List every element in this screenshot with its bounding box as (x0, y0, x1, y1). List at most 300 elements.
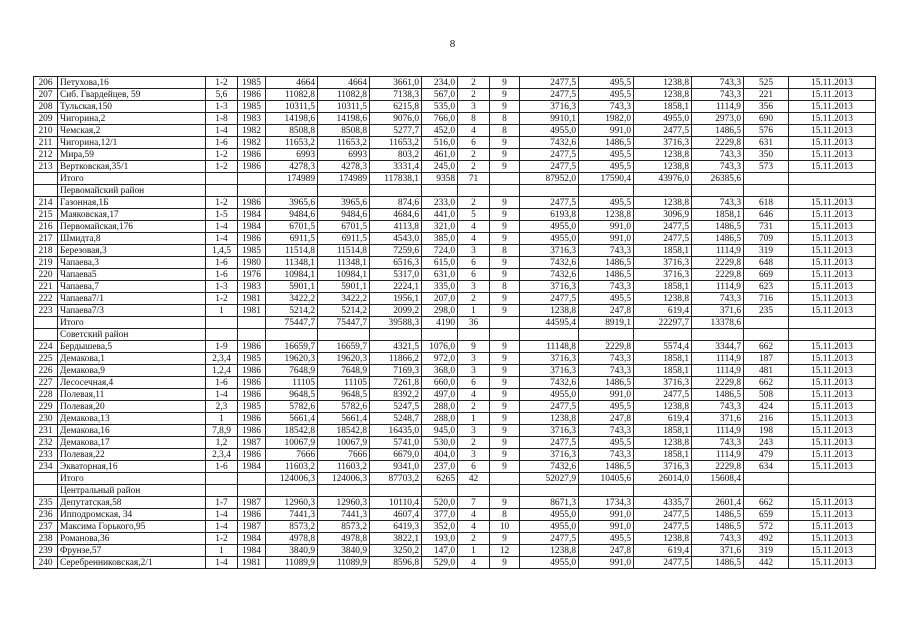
living-area-cell: 5247,5 (370, 401, 422, 413)
total-area-cell: 10311,5 (266, 101, 318, 113)
address-cell: Чапаева7/3 (58, 305, 206, 317)
date-cell: 15.11.2013 (789, 197, 876, 209)
date-cell: 15.11.2013 (789, 245, 876, 257)
total-area-cell: 7648,9 (266, 365, 318, 377)
floors-cell: 9 (490, 389, 520, 401)
year-cell: 1986 (238, 161, 266, 173)
row-number-cell: 232 (34, 437, 58, 449)
floors-cell: 8 (490, 113, 520, 125)
empty-cell (422, 329, 458, 341)
roof-area-cell: 9358 (422, 173, 458, 185)
area-2-cell: 174989 (318, 173, 370, 185)
table-row (34, 377, 876, 389)
table-row (34, 161, 876, 173)
row-number-cell (34, 173, 58, 185)
roof-area-cell: 233,0 (422, 197, 458, 209)
total-area-cell: 4278,3 (266, 161, 318, 173)
count-cell: 648 (744, 257, 789, 269)
table-row (34, 353, 876, 365)
table-row (34, 425, 876, 437)
roof-area-cell: 377,0 (422, 509, 458, 521)
total-area-cell: 10067,9 (266, 437, 318, 449)
count-cell: 319 (744, 245, 789, 257)
row-number-cell: 215 (34, 209, 58, 221)
cost-share-1-cell: 495,5 (579, 533, 634, 545)
entrances-cell: 1-2 (206, 533, 238, 545)
living-area-cell: 2224,1 (370, 281, 422, 293)
year-cell: 1986 (238, 509, 266, 521)
cost-share-1-cell: 1238,8 (579, 209, 634, 221)
empty-cell (490, 185, 520, 197)
cost-share-2-cell: 3716,3 (634, 461, 692, 473)
cost-share-3-cell: 1114,9 (692, 425, 744, 437)
total-area-cell: 174989 (266, 173, 318, 185)
count-cell: 424 (744, 401, 789, 413)
total-area-cell: 9648,5 (266, 389, 318, 401)
empty-cell (370, 185, 422, 197)
area-2-cell: 7441,3 (318, 509, 370, 521)
lifts-count-cell: 8 (458, 113, 490, 125)
roof-area-cell: 404,0 (422, 449, 458, 461)
row-number-cell: 213 (34, 161, 58, 173)
cost-share-3-cell: 1114,9 (692, 281, 744, 293)
floors-cell: 9 (490, 197, 520, 209)
date-cell: 15.11.2013 (789, 293, 876, 305)
area-2-cell: 10067,9 (318, 437, 370, 449)
row-number-cell: 221 (34, 281, 58, 293)
cost-share-3-cell: 26385,6 (692, 173, 744, 185)
year-cell: 1986 (238, 197, 266, 209)
date-cell: 15.11.2013 (789, 113, 876, 125)
empty-cell (692, 485, 744, 497)
year-cell: 1984 (238, 221, 266, 233)
table-row (34, 389, 876, 401)
cost-share-3-cell: 743,3 (692, 293, 744, 305)
living-area-cell: 6419,3 (370, 521, 422, 533)
cost-share-2-cell: 1858,1 (634, 245, 692, 257)
address-cell: Чигорина,2 (58, 113, 206, 125)
area-2-cell: 5901,1 (318, 281, 370, 293)
empty-cell (458, 485, 490, 497)
area-2-cell: 6993 (318, 149, 370, 161)
living-area-cell: 7138,3 (370, 89, 422, 101)
address-cell: Демакова,17 (58, 437, 206, 449)
entrances-cell: 1-5 (206, 209, 238, 221)
address-cell: Чигорина,12/1 (58, 137, 206, 149)
row-number-cell: 234 (34, 461, 58, 473)
roof-area-cell: 660,0 (422, 377, 458, 389)
cost-share-1-cell: 991,0 (579, 233, 634, 245)
cost-share-2-cell: 1858,1 (634, 425, 692, 437)
row-number-cell (34, 473, 58, 485)
cost-share-2-cell: 1238,8 (634, 89, 692, 101)
living-area-cell: 1956,1 (370, 293, 422, 305)
cost-share-1-cell: 991,0 (579, 389, 634, 401)
living-area-cell: 7261,8 (370, 377, 422, 389)
empty-cell (370, 329, 422, 341)
entrances-cell (206, 173, 238, 185)
cost-share-2-cell: 1238,8 (634, 293, 692, 305)
table-row (34, 281, 876, 293)
cost-share-3-cell: 1858,1 (692, 209, 744, 221)
year-cell (238, 173, 266, 185)
empty-cell (634, 185, 692, 197)
address-cell: Итого (58, 473, 206, 485)
address-cell: Демакова,13 (58, 413, 206, 425)
cost-share-3-cell: 371,6 (692, 413, 744, 425)
cost-total-cell: 2477,5 (520, 437, 579, 449)
cost-total-cell: 1238,8 (520, 305, 579, 317)
district-header-row (34, 329, 876, 341)
cost-share-3-cell: 1486,5 (692, 233, 744, 245)
count-cell: 319 (744, 545, 789, 557)
cost-total-cell: 11148,8 (520, 341, 579, 353)
date-cell: 15.11.2013 (789, 77, 876, 89)
count-cell: 187 (744, 353, 789, 365)
lifts-count-cell: 71 (458, 173, 490, 185)
row-number-cell: 236 (34, 509, 58, 521)
lifts-count-cell: 2 (458, 437, 490, 449)
count-cell: 659 (744, 509, 789, 521)
floors-cell: 9 (490, 377, 520, 389)
cost-share-2-cell: 3716,3 (634, 269, 692, 281)
area-2-cell: 6701,5 (318, 221, 370, 233)
cost-share-3-cell: 743,3 (692, 149, 744, 161)
table-row (34, 137, 876, 149)
date-cell: 15.11.2013 (789, 377, 876, 389)
cost-share-1-cell: 247,8 (579, 413, 634, 425)
row-number-cell: 206 (34, 77, 58, 89)
table-row (34, 209, 876, 221)
cost-share-3-cell: 15608,4 (692, 473, 744, 485)
lifts-count-cell: 4 (458, 521, 490, 533)
row-number-cell: 222 (34, 293, 58, 305)
floors-cell: 9 (490, 497, 520, 509)
cost-share-3-cell: 1486,5 (692, 221, 744, 233)
floors-cell: 9 (490, 533, 520, 545)
cost-total-cell: 2477,5 (520, 401, 579, 413)
cost-share-2-cell: 1238,8 (634, 401, 692, 413)
address-cell: Лесосечная,4 (58, 377, 206, 389)
roof-area-cell: 497,0 (422, 389, 458, 401)
cost-total-cell: 1238,8 (520, 413, 579, 425)
empty-cell (520, 485, 579, 497)
area-2-cell: 124006,3 (318, 473, 370, 485)
cost-total-cell: 3716,3 (520, 245, 579, 257)
cost-total-cell: 7432,6 (520, 461, 579, 473)
cost-total-cell: 52027,9 (520, 473, 579, 485)
floors-cell: 9 (490, 257, 520, 269)
empty-cell (318, 485, 370, 497)
roof-area-cell: 520,0 (422, 497, 458, 509)
cost-share-2-cell: 2477,5 (634, 509, 692, 521)
address-cell: Максима Горького,95 (58, 521, 206, 533)
roof-area-cell: 4190 (422, 317, 458, 329)
entrances-cell: 1-4 (206, 125, 238, 137)
empty-cell (238, 485, 266, 497)
cost-share-3-cell: 371,6 (692, 545, 744, 557)
living-area-cell: 3661,0 (370, 77, 422, 89)
year-cell: 1985 (238, 245, 266, 257)
entrances-cell: 1 (206, 413, 238, 425)
living-area-cell: 8392,2 (370, 389, 422, 401)
total-area-cell: 11603,2 (266, 461, 318, 473)
cost-share-3-cell: 1486,5 (692, 389, 744, 401)
cost-total-cell: 4955,0 (520, 125, 579, 137)
count-cell: 235 (744, 305, 789, 317)
cost-share-2-cell: 2477,5 (634, 521, 692, 533)
entrances-cell: 1-2 (206, 161, 238, 173)
total-area-cell: 3965,6 (266, 197, 318, 209)
year-cell (238, 473, 266, 485)
count-cell: 623 (744, 281, 789, 293)
cost-share-2-cell: 1238,8 (634, 77, 692, 89)
year-cell: 1980 (238, 257, 266, 269)
empty-cell (634, 485, 692, 497)
cost-share-1-cell: 17590,4 (579, 173, 634, 185)
floors-cell: 9 (490, 233, 520, 245)
entrances-cell: 1-6 (206, 461, 238, 473)
cost-share-2-cell: 2477,5 (634, 233, 692, 245)
total-area-cell: 6993 (266, 149, 318, 161)
lifts-count-cell: 6 (458, 257, 490, 269)
cost-share-2-cell: 3096,9 (634, 209, 692, 221)
cost-share-2-cell: 3716,3 (634, 377, 692, 389)
roof-area-cell: 461,0 (422, 149, 458, 161)
living-area-cell: 5741,0 (370, 437, 422, 449)
cost-share-1-cell: 247,8 (579, 305, 634, 317)
district-total-row (34, 173, 876, 185)
total-area-cell: 75447,7 (266, 317, 318, 329)
area-2-cell: 10311,5 (318, 101, 370, 113)
table-row (34, 293, 876, 305)
count-cell: 662 (744, 377, 789, 389)
living-area-cell: 39588,3 (370, 317, 422, 329)
year-cell: 1987 (238, 497, 266, 509)
count-cell: 442 (744, 557, 789, 569)
cost-share-1-cell: 991,0 (579, 521, 634, 533)
roof-area-cell: 724,0 (422, 245, 458, 257)
year-cell: 1984 (238, 209, 266, 221)
cost-share-1-cell: 743,3 (579, 365, 634, 377)
row-number-cell: 214 (34, 197, 58, 209)
area-2-cell: 3422,2 (318, 293, 370, 305)
date-cell (789, 473, 876, 485)
cost-share-2-cell: 619,4 (634, 305, 692, 317)
cost-share-3-cell: 2229,8 (692, 137, 744, 149)
cost-total-cell: 1238,8 (520, 545, 579, 557)
date-cell: 15.11.2013 (789, 521, 876, 533)
entrances-cell: 1-4 (206, 233, 238, 245)
entrances-cell: 1-2 (206, 293, 238, 305)
table-row (34, 497, 876, 509)
area-2-cell: 4278,3 (318, 161, 370, 173)
empty-cell (520, 329, 579, 341)
cost-share-1-cell: 495,5 (579, 77, 634, 89)
address-cell: Бердышева,5 (58, 341, 206, 353)
year-cell: 1983 (238, 281, 266, 293)
living-area-cell: 4321,5 (370, 341, 422, 353)
cost-share-1-cell: 495,5 (579, 401, 634, 413)
address-cell: Демакова,1 (58, 353, 206, 365)
cost-total-cell: 9910,1 (520, 113, 579, 125)
district-total-row (34, 317, 876, 329)
cost-total-cell: 8671,3 (520, 497, 579, 509)
address-cell: Первомайская,176 (58, 221, 206, 233)
area-2-cell: 8508,8 (318, 125, 370, 137)
empty-cell (206, 485, 238, 497)
cost-share-3-cell: 743,3 (692, 89, 744, 101)
row-number-cell (34, 185, 58, 197)
year-cell: 1985 (238, 77, 266, 89)
total-area-cell: 11105 (266, 377, 318, 389)
year-cell: 1985 (238, 353, 266, 365)
area-2-cell: 10984,1 (318, 269, 370, 281)
living-area-cell: 117838,1 (370, 173, 422, 185)
date-cell: 15.11.2013 (789, 425, 876, 437)
date-cell: 15.11.2013 (789, 449, 876, 461)
roof-area-cell: 972,0 (422, 353, 458, 365)
year-cell: 1985 (238, 101, 266, 113)
address-cell: Полевая,20 (58, 401, 206, 413)
cost-share-3-cell: 2229,8 (692, 461, 744, 473)
living-area-cell: 5248,7 (370, 413, 422, 425)
empty-cell (520, 185, 579, 197)
floors-cell: 9 (490, 437, 520, 449)
year-cell: 1987 (238, 437, 266, 449)
cost-share-1-cell: 495,5 (579, 437, 634, 449)
living-area-cell: 9341,0 (370, 461, 422, 473)
cost-share-1-cell: 247,8 (579, 545, 634, 557)
cost-share-1-cell: 495,5 (579, 161, 634, 173)
cost-total-cell: 7432,6 (520, 377, 579, 389)
page-number: 8 (449, 38, 456, 50)
date-cell: 15.11.2013 (789, 209, 876, 221)
cost-share-1-cell: 10405,6 (579, 473, 634, 485)
cost-share-3-cell: 2229,8 (692, 269, 744, 281)
cost-total-cell: 3716,3 (520, 449, 579, 461)
total-area-cell: 11089,9 (266, 557, 318, 569)
date-cell: 15.11.2013 (789, 509, 876, 521)
total-area-cell: 7666 (266, 449, 318, 461)
cost-share-3-cell: 1486,5 (692, 509, 744, 521)
empty-cell (579, 485, 634, 497)
entrances-cell: 1,4,5 (206, 245, 238, 257)
total-area-cell: 7441,3 (266, 509, 318, 521)
row-number-cell (34, 485, 58, 497)
living-area-cell: 4684,6 (370, 209, 422, 221)
empty-cell (238, 329, 266, 341)
year-cell: 1986 (238, 413, 266, 425)
year-cell: 1984 (238, 533, 266, 545)
living-area-cell: 2099,2 (370, 305, 422, 317)
date-cell: 15.11.2013 (789, 149, 876, 161)
address-cell: Шмидта,8 (58, 233, 206, 245)
floors-cell: 9 (490, 341, 520, 353)
year-cell: 1986 (238, 149, 266, 161)
cost-share-2-cell: 1238,8 (634, 533, 692, 545)
lifts-count-cell: 3 (458, 245, 490, 257)
row-number-cell: 225 (34, 353, 58, 365)
count-cell: 525 (744, 77, 789, 89)
cost-share-1-cell: 1982,0 (579, 113, 634, 125)
address-cell: Полевая,22 (58, 449, 206, 461)
entrances-cell: 5,6 (206, 89, 238, 101)
count-cell: 690 (744, 113, 789, 125)
district-name: Первомайский район (58, 185, 206, 197)
entrances-cell: 1-4 (206, 509, 238, 521)
roof-area-cell: 452,0 (422, 125, 458, 137)
table-row (34, 245, 876, 257)
floors-cell (490, 317, 520, 329)
roof-area-cell: 6265 (422, 473, 458, 485)
address-cell: Итого (58, 317, 206, 329)
row-number-cell: 217 (34, 233, 58, 245)
date-cell: 15.11.2013 (789, 365, 876, 377)
cost-share-3-cell: 1486,5 (692, 521, 744, 533)
living-area-cell: 4607,4 (370, 509, 422, 521)
date-cell: 15.11.2013 (789, 557, 876, 569)
area-2-cell: 11089,9 (318, 557, 370, 569)
cost-total-cell: 4955,0 (520, 221, 579, 233)
entrances-cell: 1,2 (206, 437, 238, 449)
living-area-cell: 4543,0 (370, 233, 422, 245)
table-row (34, 365, 876, 377)
lifts-count-cell: 36 (458, 317, 490, 329)
total-area-cell: 9484,6 (266, 209, 318, 221)
cost-share-2-cell: 2477,5 (634, 557, 692, 569)
table-row (34, 509, 876, 521)
total-area-cell: 124006,3 (266, 473, 318, 485)
count-cell: 662 (744, 341, 789, 353)
count-cell: 356 (744, 101, 789, 113)
cost-total-cell: 3716,3 (520, 101, 579, 113)
area-2-cell: 4664 (318, 77, 370, 89)
count-cell: 709 (744, 233, 789, 245)
cost-total-cell: 7432,6 (520, 257, 579, 269)
total-area-cell: 3840,9 (266, 545, 318, 557)
total-area-cell: 6701,5 (266, 221, 318, 233)
table-row (34, 401, 876, 413)
cost-share-3-cell: 2601,4 (692, 497, 744, 509)
empty-cell (490, 329, 520, 341)
area-2-cell: 18542,8 (318, 425, 370, 437)
roof-area-cell: 147,0 (422, 545, 458, 557)
area-2-cell: 5214,2 (318, 305, 370, 317)
roof-area-cell: 288,0 (422, 401, 458, 413)
floors-cell: 10 (490, 521, 520, 533)
count-cell: 481 (744, 365, 789, 377)
roof-area-cell: 245,0 (422, 161, 458, 173)
table-row (34, 305, 876, 317)
lifts-count-cell: 4 (458, 233, 490, 245)
area-2-cell: 5782,6 (318, 401, 370, 413)
living-area-cell: 6516,3 (370, 257, 422, 269)
lifts-count-cell: 3 (458, 365, 490, 377)
row-number-cell: 220 (34, 269, 58, 281)
cost-share-3-cell: 2229,8 (692, 377, 744, 389)
living-area-cell: 874,6 (370, 197, 422, 209)
date-cell (789, 317, 876, 329)
table-row (34, 233, 876, 245)
area-2-cell: 14198,6 (318, 113, 370, 125)
roof-area-cell: 234,0 (422, 77, 458, 89)
total-area-cell: 5661,4 (266, 413, 318, 425)
area-2-cell: 11082,8 (318, 89, 370, 101)
cost-share-3-cell: 1114,9 (692, 245, 744, 257)
cost-share-2-cell: 2477,5 (634, 389, 692, 401)
cost-share-1-cell: 1486,5 (579, 377, 634, 389)
